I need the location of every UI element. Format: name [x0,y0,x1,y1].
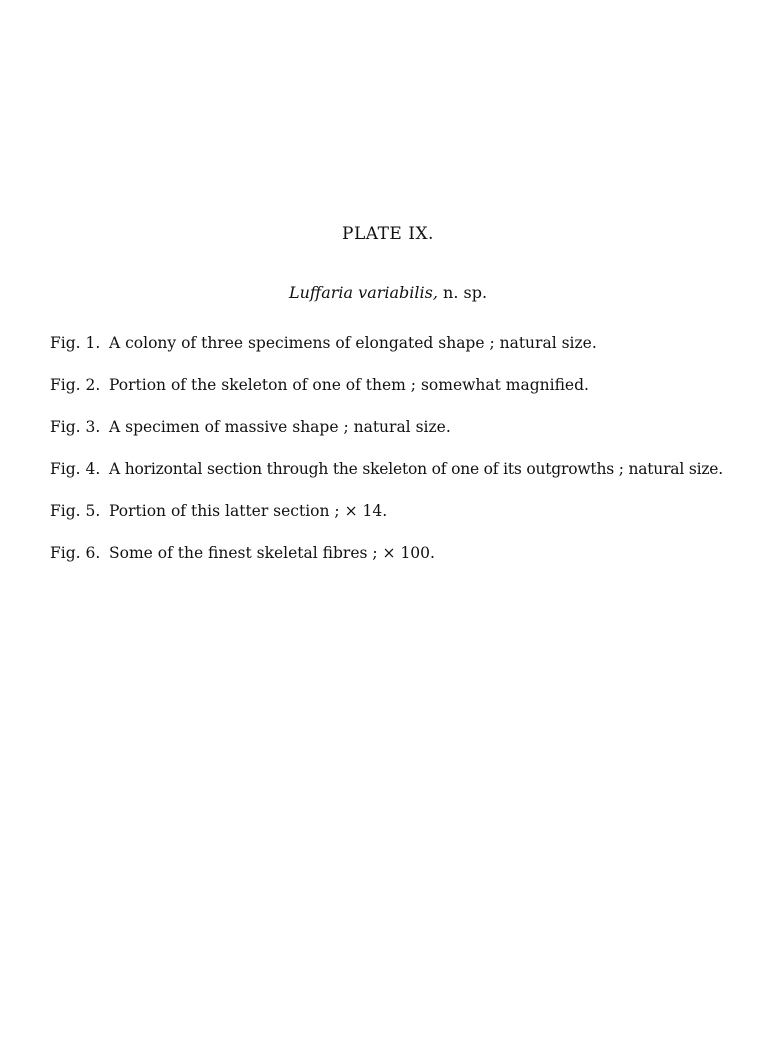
species-name: Luffaria variabilis, [288,283,438,302]
figure-description: Some of the finest skeletal fibres ; × 100. [109,544,435,562]
figure-caption [50,418,750,460]
figure-caption [50,544,750,586]
figure-caption [50,334,750,376]
figure-description: A specimen of massive shape ; natural size. [109,418,451,436]
plate-title: PLATE IX. [342,224,434,244]
figure-label: Fig. 5. [50,502,101,520]
figure-description: Portion of the skeleton of one of them ; somewhat magnified. [109,376,589,394]
figure-caption [50,502,750,544]
figure-description: A colony of three specimens of elongated shape ; natural size. [109,334,597,352]
figure-caption [50,460,750,502]
figure-description: Portion of this latter section ; × 14. [109,502,388,520]
figure-label: Fig. 6. [50,544,101,562]
figure-label: Fig. 1. [50,334,101,352]
figure-caption-list [50,334,750,586]
figure-description: A horizontal section through the skeleton of one of its outgrowths ; natural size. [109,460,724,478]
figure-label: Fig. 2. [50,376,101,394]
species-suffix: n. sp. [443,283,488,302]
figure-label: Fig. 4. [50,460,101,478]
species-subtitle [0,283,776,302]
figure-label: Fig. 3. [50,418,101,436]
figure-caption [50,376,750,418]
